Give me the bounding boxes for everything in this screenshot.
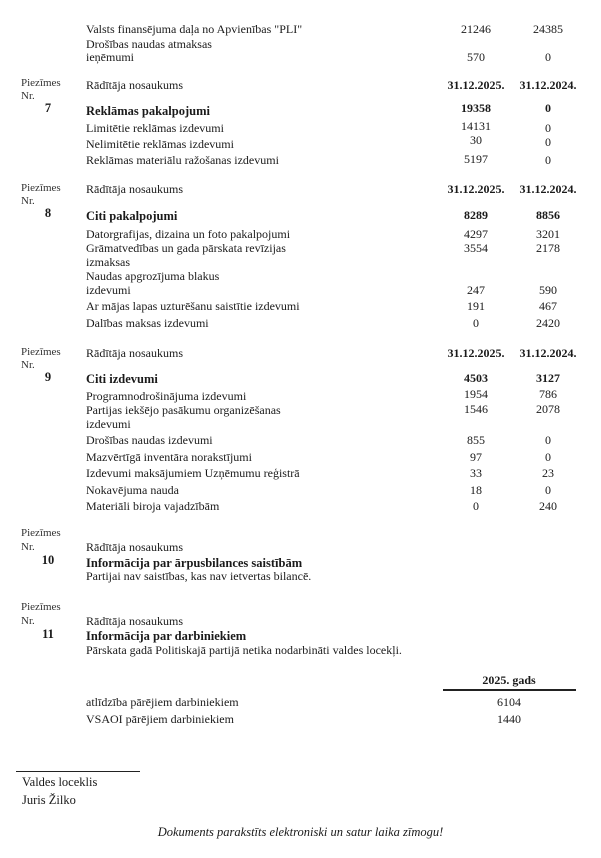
note-label: Piezīmes bbox=[21, 182, 61, 194]
section-text: Pārskata gadā Politiskajā partijā netika nodarbināti valdes locekļi. bbox=[86, 643, 402, 657]
row-label-line1: Grāmatvedības un gada pārskata revīzijas bbox=[86, 241, 286, 255]
row-value: 6104 bbox=[497, 695, 521, 709]
row-label: Valsts finansējuma daļa no Apvienības "PLI" bbox=[86, 22, 303, 36]
row-label-line2: izdevumi bbox=[86, 417, 131, 431]
row-label: Ar mājas lapas uzturēšanu saistītie izdevumi bbox=[86, 299, 300, 313]
value-2024: 2078 bbox=[536, 402, 560, 416]
value-2024: 0 bbox=[545, 153, 551, 167]
row-label: atlīdzība pārējiem darbiniekiem bbox=[86, 695, 239, 709]
value-2024: 0 bbox=[545, 450, 551, 464]
row-label-line1: Drošības naudas atmaksas bbox=[86, 37, 212, 51]
value-2024: 467 bbox=[539, 299, 557, 313]
row-label-line1: Naudas apgrozījuma blakus bbox=[86, 269, 220, 283]
value-2024: 786 bbox=[539, 387, 557, 401]
row-value: 1440 bbox=[497, 712, 521, 726]
value-2025: 191 bbox=[467, 299, 485, 313]
signature-line bbox=[16, 771, 140, 772]
value-2024: 0 bbox=[545, 50, 551, 64]
total-2025: 8289 bbox=[464, 208, 488, 222]
table-header-year: 2025. gads bbox=[482, 673, 536, 687]
value-2024: 3201 bbox=[536, 227, 560, 241]
value-2024: 0 bbox=[545, 433, 551, 447]
note-label-nr: Nr. bbox=[21, 359, 35, 371]
row-label: Nelimitētie reklāmas izdevumi bbox=[86, 137, 234, 151]
note-number: 7 bbox=[44, 101, 52, 115]
note-label-nr: Nr. bbox=[21, 90, 35, 102]
total-2025: 19358 bbox=[461, 101, 491, 115]
row-label-line2: izdevumi bbox=[86, 283, 131, 297]
value-2025: 33 bbox=[470, 466, 482, 480]
header-col-2024: 31.12.2024. bbox=[519, 78, 577, 92]
header-col-2025: 31.12.2025. bbox=[447, 346, 505, 360]
note-label-nr: Nr. bbox=[21, 615, 35, 627]
total-2024: 8856 bbox=[536, 208, 560, 222]
value-2025: 3554 bbox=[464, 241, 488, 255]
row-label: Izdevumi maksājumiem Uzņēmumu reģistrā bbox=[86, 466, 300, 480]
note-number: 8 bbox=[44, 206, 52, 220]
value-2025: 30 bbox=[470, 133, 482, 147]
value-2025: 4297 bbox=[464, 227, 488, 241]
value-2025: 1954 bbox=[464, 387, 488, 401]
value-2025: 0 bbox=[473, 316, 479, 330]
header-title: Rādītāja nosaukums bbox=[86, 78, 183, 92]
header-col-2025: 31.12.2025. bbox=[447, 182, 505, 196]
signature-role: Valdes loceklis bbox=[22, 775, 98, 789]
value-2025: 855 bbox=[467, 433, 485, 447]
section-title: Informācija par darbiniekiem bbox=[86, 629, 247, 643]
header-col-2025: 31.12.2025. bbox=[447, 78, 505, 92]
section-title: Citi pakalpojumi bbox=[86, 209, 178, 223]
row-label: Datorgrafijas, dizaina un foto pakalpojumi bbox=[86, 227, 291, 241]
row-label: Mazvērtīgā inventāra norakstījumi bbox=[86, 450, 252, 464]
header-title: Rādītāja nosaukums bbox=[86, 614, 183, 628]
value-2025: 18 bbox=[470, 483, 482, 497]
row-label: Drošības naudas izdevumi bbox=[86, 433, 213, 447]
note-number: 9 bbox=[44, 370, 52, 384]
value-2024: 590 bbox=[539, 283, 557, 297]
section-title: Informācija par ārpusbilances saistībām bbox=[86, 556, 303, 570]
note-label-nr: Nr. bbox=[21, 195, 35, 207]
note-label: Piezīmes bbox=[21, 527, 61, 539]
note-number: 11 bbox=[42, 627, 54, 641]
value-2024: 24385 bbox=[533, 22, 563, 36]
note-number: 10 bbox=[41, 553, 55, 567]
row-label-line1: Partijas iekšējo pasākumu organizēšanas bbox=[86, 403, 281, 417]
row-label-line2: izmaksas bbox=[86, 255, 130, 269]
row-label: Dalības maksas izdevumi bbox=[86, 316, 209, 330]
total-2024: 0 bbox=[545, 101, 551, 115]
header-col-2024: 31.12.2024. bbox=[519, 182, 577, 196]
row-label: Programnodrošinājuma izdevumi bbox=[86, 389, 247, 403]
header-title: Rādītāja nosaukums bbox=[86, 182, 183, 196]
value-2025: 570 bbox=[467, 50, 485, 64]
value-2024: 0 bbox=[545, 483, 551, 497]
value-2024: 0 bbox=[545, 135, 551, 149]
value-2025: 97 bbox=[470, 450, 482, 464]
value-2025: 21246 bbox=[461, 22, 491, 36]
note-label-nr: Nr. bbox=[21, 541, 35, 553]
signature-name: Juris Žilko bbox=[22, 793, 76, 807]
note-label: Piezīmes bbox=[21, 346, 61, 358]
value-2025: 247 bbox=[467, 283, 485, 297]
note-label: Piezīmes bbox=[21, 77, 61, 89]
value-2024: 23 bbox=[542, 466, 554, 480]
row-label-line2: ieņēmumi bbox=[86, 50, 134, 64]
section-title: Citi izdevumi bbox=[86, 372, 158, 386]
value-2025: 5197 bbox=[464, 152, 488, 166]
row-label: Nokavējuma nauda bbox=[86, 483, 179, 497]
value-2025: 1546 bbox=[464, 402, 488, 416]
section-text: Partijai nav saistības, kas nav ietvertas bilancē. bbox=[86, 569, 312, 583]
total-2024: 3127 bbox=[536, 371, 560, 385]
value-2025: 0 bbox=[473, 499, 479, 513]
total-2025: 4503 bbox=[464, 371, 488, 385]
header-title: Rādītāja nosaukums bbox=[86, 540, 183, 554]
e-signature-notice: Dokuments parakstīts elektroniski un satur laika zīmogu! bbox=[157, 825, 444, 839]
value-2024: 2178 bbox=[536, 241, 560, 255]
value-2024: 0 bbox=[545, 121, 551, 135]
table-header-rule bbox=[443, 689, 576, 691]
row-label: Materiāli biroja vajadzībām bbox=[86, 499, 220, 513]
row-label: Reklāmas materiālu ražošanas izdevumi bbox=[86, 153, 279, 167]
value-2024: 240 bbox=[539, 499, 557, 513]
section-title: Reklāmas pakalpojumi bbox=[86, 104, 210, 118]
value-2025: 14131 bbox=[461, 119, 491, 133]
row-label: Limitētie reklāmas izdevumi bbox=[86, 121, 224, 135]
note-label: Piezīmes bbox=[21, 601, 61, 613]
value-2024: 2420 bbox=[536, 316, 560, 330]
header-col-2024: 31.12.2024. bbox=[519, 346, 577, 360]
header-title: Rādītāja nosaukums bbox=[86, 346, 183, 360]
row-label: VSAOI pārējiem darbiniekiem bbox=[86, 712, 234, 726]
